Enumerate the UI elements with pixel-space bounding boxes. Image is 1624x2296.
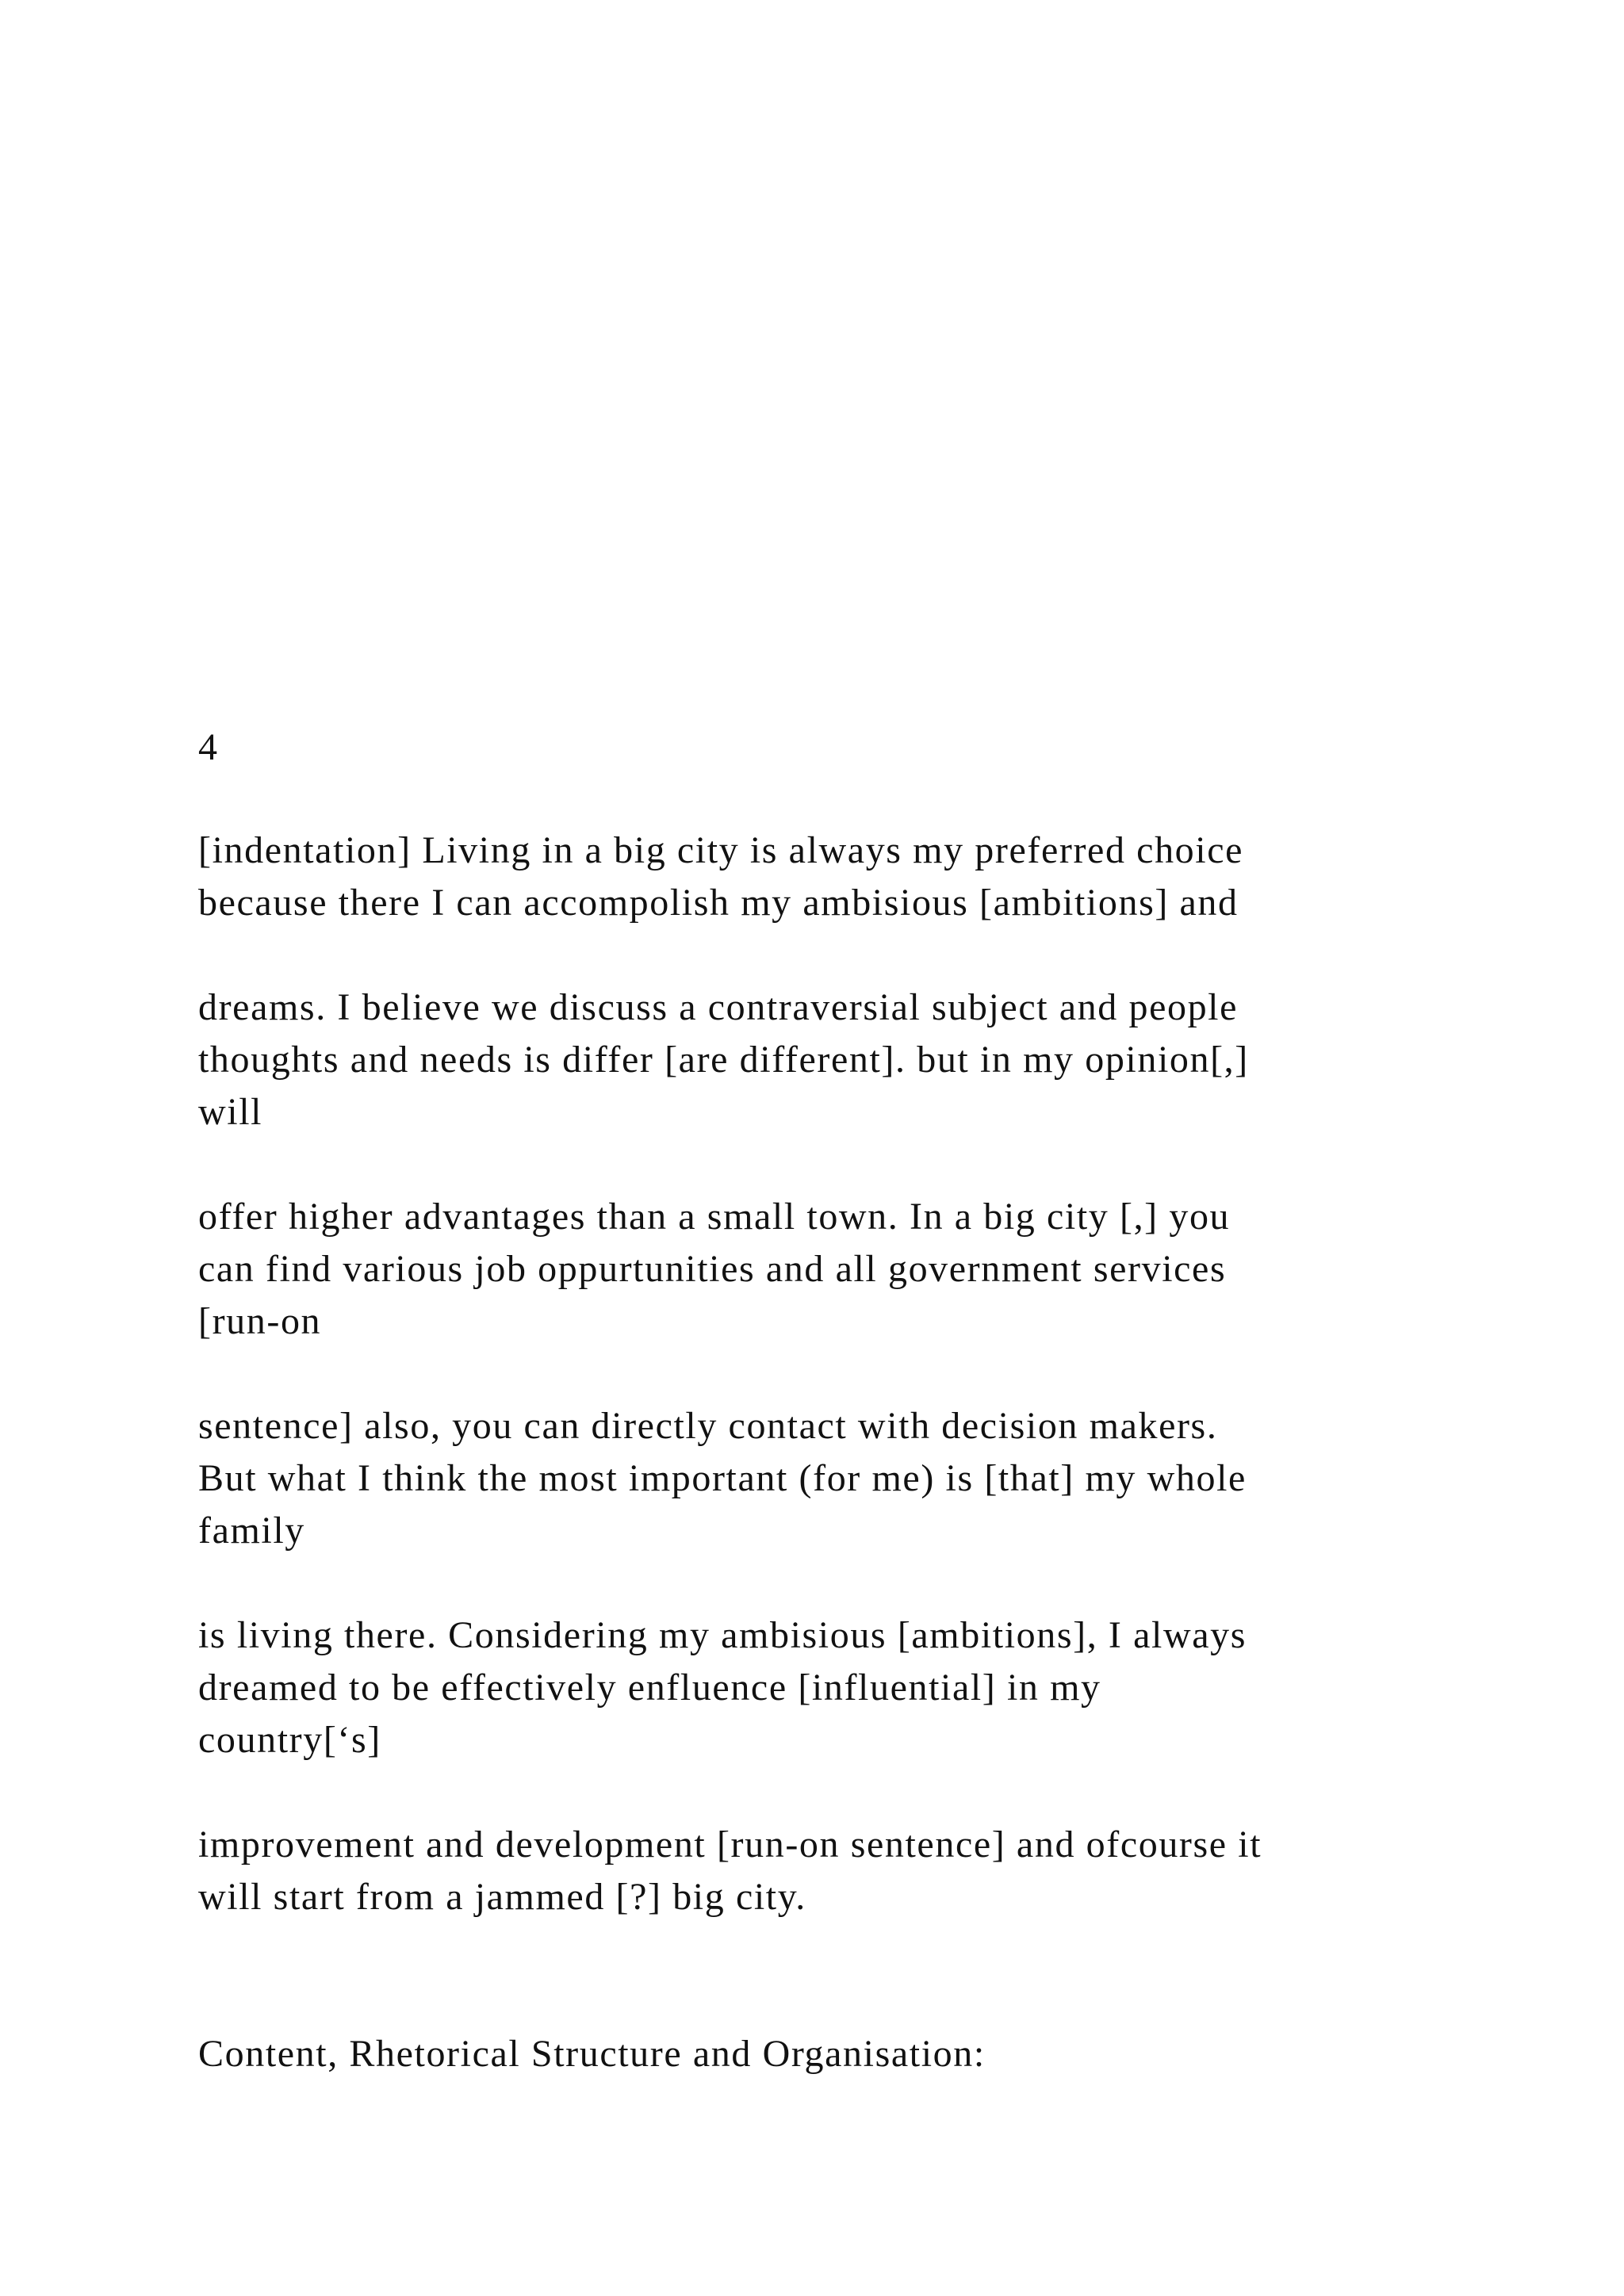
paragraph-4 [198,1400,1507,1557]
paragraph-line: because there I can accompolish my ambisious [ambitions] and [198,882,1239,924]
paragraph-line: is living there. Considering my ambisious [ambitions], I always [198,1614,1247,1656]
paragraph-line: [indentation] Living in a big city is always my preferred choice [198,829,1244,871]
paragraph-line: dreamed to be effectively enfluence [influential] in my [198,1667,1101,1709]
paragraph-5 [198,1609,1507,1766]
paragraph-line: will [198,1091,263,1133]
paragraph-line: can find various job oppurtunities and all government services [198,1248,1227,1290]
paragraph-3 [198,1191,1507,1348]
paragraph-line: will start from a jammed [?] big city. [198,1876,806,1918]
paragraph-1 [198,825,1507,929]
paragraph-line: dreams. I believe we discuss a contraversial subject and people [198,986,1239,1028]
paragraph-line: thoughts and needs is differ [are different]. but in my opinion[,] [198,1039,1249,1081]
paragraph-line: sentence] also, you can directly contact with decision makers. [198,1405,1218,1447]
paragraph-line: offer higher advantages than a small town. In a big city [,] you [198,1196,1231,1238]
paragraph-line: [run-on [198,1300,322,1342]
paragraph-line: But what I think the most important (for me) is [that] my whole [198,1457,1247,1499]
paragraph-line: improvement and development [run-on sentence] and ofcourse it [198,1823,1262,1866]
paragraph-line: country[‘s] [198,1719,381,1761]
paragraph-2 [198,982,1507,1138]
paragraph-6 [198,1819,1507,1923]
page-number: 4 [198,726,219,768]
section-heading: Content, Rhetorical Structure and Organisation: [198,2033,986,2075]
paragraph-line: family [198,1510,305,1552]
